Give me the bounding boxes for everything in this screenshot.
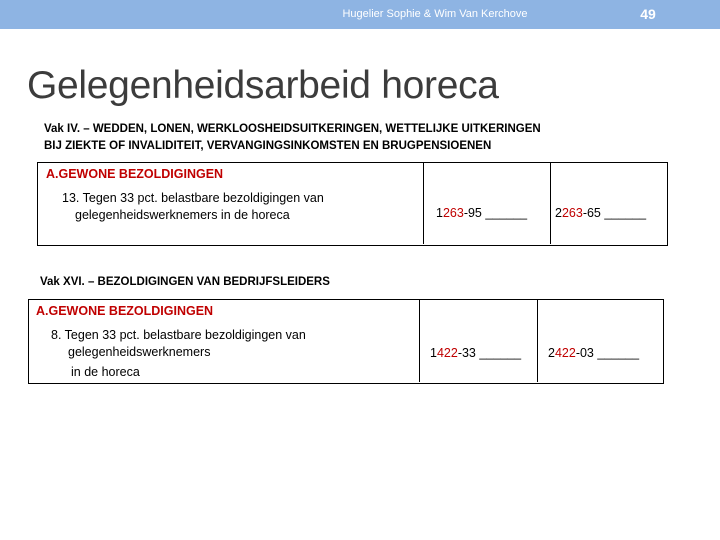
vak4-section-label: A.GEWONE BEZOLDIGINGEN <box>46 167 224 181</box>
vak4-item-line1: 13. Tegen 33 pct. belastbare bezoldigingen van <box>62 191 324 205</box>
vak4-item-line2: gelegenheidswerknemers in de horeca <box>75 208 290 222</box>
vak16-item-line1: 8. Tegen 33 pct. belastbare bezoldigingen van <box>51 328 306 342</box>
vak4-heading <box>44 121 541 155</box>
vak16-amount-1-prefix: 1 <box>430 346 437 360</box>
vak4-column-divider-2 <box>550 163 551 244</box>
vak16-form-box <box>28 299 664 384</box>
vak16-column-divider-1 <box>419 300 420 382</box>
vak16-amount-2-suffix: -03 ______ <box>575 346 640 360</box>
vak16-amount-1-suffix: -33 ______ <box>457 346 522 360</box>
vak4-amount-2-code: 263 <box>561 206 583 220</box>
vak4-column-divider-1 <box>423 163 424 244</box>
page-title: Gelegenheidsarbeid horeca <box>27 64 499 107</box>
vak16-amount-2-prefix: 2 <box>548 346 555 360</box>
vak16-item-line2: gelegenheidswerknemers <box>68 345 211 359</box>
vak4-amount-2[interactable] <box>555 206 646 220</box>
vak16-item-line3: in de horeca <box>71 365 140 379</box>
vak16-amount-1[interactable] <box>430 346 521 360</box>
vak4-amount-1-prefix: 1 <box>436 206 443 220</box>
vak4-amount-2-suffix: -65 ______ <box>582 206 647 220</box>
vak4-form-box <box>37 162 668 246</box>
vak4-amount-2-prefix: 2 <box>555 206 562 220</box>
vak16-section-label: A.GEWONE BEZOLDIGINGEN <box>36 304 214 318</box>
vak4-heading-line2: BIJ ZIEKTE OF INVALIDITEIT, VERVANGINGSINKOMSTEN EN BRUGPENSIOENEN <box>44 140 492 152</box>
header-banner <box>0 0 720 29</box>
vak4-heading-line1: Vak IV. – WEDDEN, LONEN, WERKLOOSHEIDSUITKERINGEN, WETTELIJKE UITKERINGEN <box>44 123 541 135</box>
vak4-amount-1-suffix: -95 ______ <box>463 206 528 220</box>
page-number: 49 <box>640 6 656 22</box>
vak16-amount-2[interactable] <box>548 346 639 360</box>
vak16-item-description <box>51 327 306 381</box>
vak4-item-description <box>62 190 324 224</box>
vak4-amount-1-code: 263 <box>442 206 464 220</box>
vak16-heading: Vak XVI. – BEZOLDIGINGEN VAN BEDRIJFSLEIDERS <box>40 276 330 288</box>
vak4-amount-1[interactable] <box>436 206 527 220</box>
vak16-column-divider-2 <box>537 300 538 382</box>
vak16-amount-2-code: 422 <box>554 346 576 360</box>
vak16-amount-1-code: 422 <box>436 346 458 360</box>
author-label: Hugelier Sophie & Wim Van Kerchove <box>342 8 528 20</box>
